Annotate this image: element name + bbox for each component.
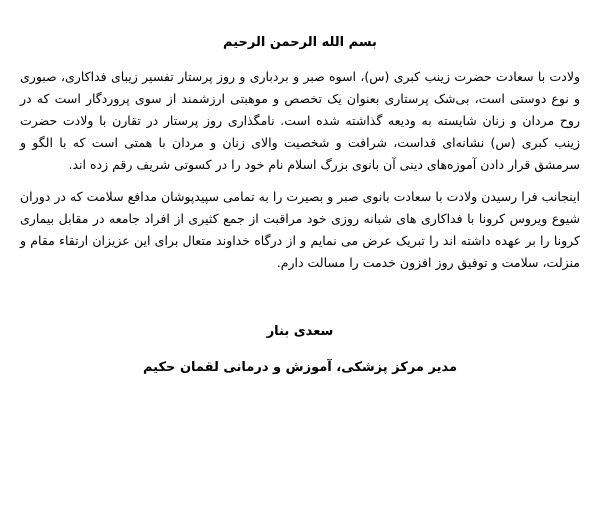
letter-paragraph-1: ولادت با سعادت حضرت زینب کبری (س)، اسوه صبر و بردباری و روز پرستار تفسیر زیبای فداکاری، صبوری و نوع دوستی است، بی‌شک پرستاری بعنوان یک تخصص و موهبتی ارزشمند از سوی پروردگار است که در روح مردان و زنان شایسته به ودیعه گذاشته شده است. نامگذاری روز پرستار در تقارن با ولادت حضرت زینب کبری (س) نشانه‌ای قداست، شرافت و شخصیت والای زنان و مردان با همتی است که با الگو و سرمشق قرار دادن آموزه‌های دینی آن بانوی بزرگ اسلام نام خود را در کسوتی شریف رقم زده اند. — [20, 69, 580, 172]
signer-name: سعدی بنار — [266, 324, 334, 339]
letter-paragraph-2: اینجانب فرا رسیدن ولادت با سعادت بانوی صبر و بصیرت را به تمامی سپیدپوشان مدافع سلامت که در دوران شیوع ویروس کرونا با فداکاری های شبانه روزی خود مراقبت از جمع کثیری از افراد جامعه در مقابل بیماری کرونا را بر عهده داشته اند را تبریک عرض می نمایم و از درگاه خداوند متعال برای این عزیزان ارتقاء مقام و منزلت، سلامت و توفیق روز افزون خدمت را مسالت دارم. — [20, 189, 580, 270]
signer-title: مدیر مرکز پزشکی، آموزش و درمانی لقمان حکیم — [142, 360, 458, 375]
bismillah-heading: بسم الله الرحمن الرحیم — [223, 35, 377, 50]
